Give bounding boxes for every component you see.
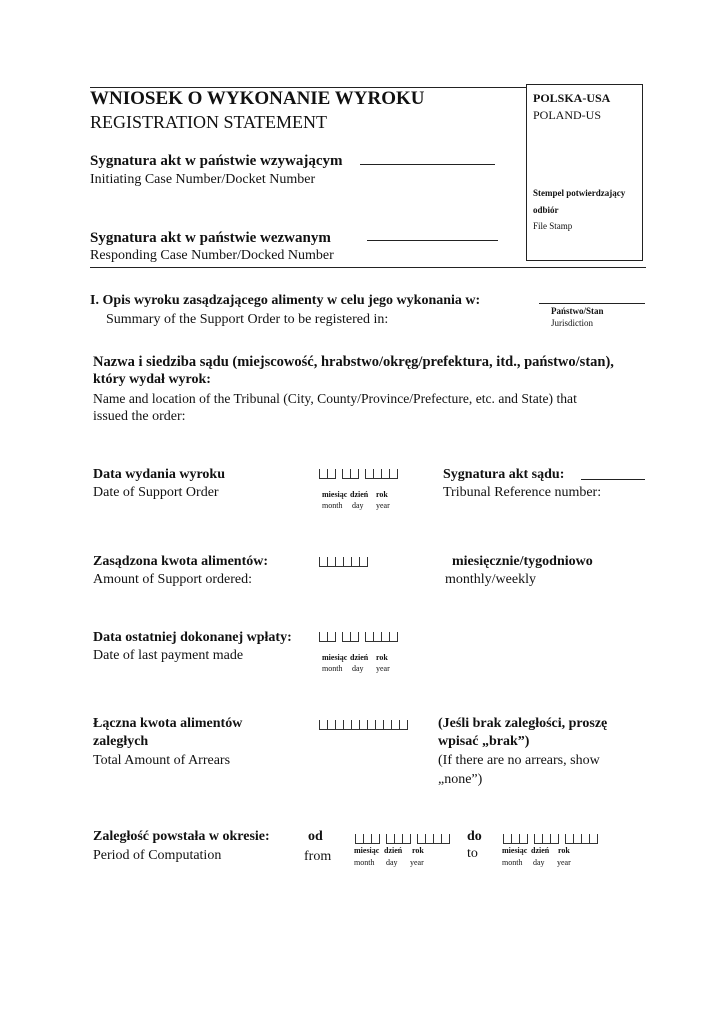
caption-year-pl: rok	[412, 846, 424, 855]
arrears-note-en-2: „none”)	[438, 772, 483, 787]
initiating-case-label-pl: Sygnatura akt w państwie wzywającym	[90, 153, 343, 169]
caption-month-pl: miesiąc	[322, 490, 348, 499]
arrears-note-pl-1: (Jeśli brak zaległości, proszę	[438, 716, 608, 731]
period-from-pl: od	[308, 829, 323, 844]
section-divider	[90, 267, 646, 268]
order-date-boxes[interactable]	[319, 465, 398, 479]
caption-year-en: year	[376, 664, 390, 673]
responding-case-field[interactable]	[367, 240, 498, 241]
order-date-label-pl: Data wydania wyroku	[93, 467, 225, 482]
caption-month-en: month	[322, 664, 343, 673]
caption-month-pl: miesiąc	[502, 846, 528, 855]
tribunal-label-en-1: Name and location of the Tribunal (City, County/Province/Prefecture, etc. and State) that	[93, 391, 577, 406]
caption-year-en: year	[410, 858, 424, 867]
tribunal-ref-field[interactable]	[581, 479, 645, 480]
caption-day-pl: dzień	[350, 490, 369, 499]
order-date-label-en: Date of Support Order	[93, 485, 219, 500]
caption-month-pl: miesiąc	[354, 846, 380, 855]
caption-day-pl: dzień	[350, 653, 369, 662]
caption-year-pl: rok	[376, 490, 388, 499]
caption-year-en: year	[557, 858, 571, 867]
amount-label-en: Amount of Support ordered:	[93, 572, 253, 587]
tribunal-label-pl-2: który wydał wyrok:	[93, 372, 211, 387]
caption-day-en: day	[352, 664, 364, 673]
stamp-label-pl-1: Stempel potwierdzający	[533, 188, 626, 198]
period-to-pl: do	[467, 829, 482, 844]
arrears-note-pl-2: wpisać „brak”)	[438, 734, 530, 749]
stamp-country-pl: POLSKA-USA	[533, 91, 611, 105]
frequency-label-pl: miesięcznie/tygodniowo	[452, 554, 593, 569]
amount-label-pl: Zasądzona kwota alimentów:	[93, 554, 269, 569]
arrears-label-pl-1: Łączna kwota alimentów	[93, 716, 243, 731]
jurisdiction-label-pl: Państwo/Stan	[551, 306, 604, 316]
jurisdiction-label-en: Jurisdiction	[551, 318, 593, 328]
title-en: REGISTRATION STATEMENT	[90, 112, 328, 132]
period-from-en: from	[304, 849, 332, 864]
caption-day-pl: dzień	[384, 846, 403, 855]
stamp-label-en: File Stamp	[533, 221, 573, 231]
caption-month-en: month	[322, 501, 343, 510]
period-to-en: to	[467, 846, 478, 861]
caption-year-en: year	[376, 501, 390, 510]
period-label-pl: Zaległość powstała w okresie:	[93, 829, 270, 844]
last-payment-label-pl: Data ostatniej dokonanej wpłaty:	[93, 630, 292, 645]
tribunal-ref-label-pl: Sygnatura akt sądu:	[443, 467, 565, 482]
caption-day-en: day	[352, 501, 364, 510]
section1-heading-pl: I. Opis wyroku zasądzającego alimenty w celu jego wykonania w:	[90, 293, 481, 308]
arrears-boxes[interactable]	[319, 716, 408, 730]
responding-case-label-en: Responding Case Number/Docked Number	[90, 248, 334, 263]
period-to-boxes[interactable]	[503, 830, 598, 844]
section1-heading-en: Summary of the Support Order to be registered in:	[106, 312, 389, 327]
caption-month-en: month	[502, 858, 523, 867]
caption-day-pl: dzień	[531, 846, 550, 855]
stamp-label-pl-2: odbiór	[533, 205, 559, 215]
tribunal-label-pl-1: Nazwa i siedziba sądu (miejscowość, hrabstwo/okręg/prefektura, itd., państwo/stan),	[93, 354, 614, 370]
caption-year-pl: rok	[376, 653, 388, 662]
frequency-label-en: monthly/weekly	[445, 572, 536, 587]
arrears-label-en: Total Amount of Arrears	[93, 753, 231, 768]
period-label-en: Period of Computation	[93, 848, 222, 863]
initiating-case-field[interactable]	[360, 164, 495, 165]
arrears-note-en-1: (If there are no arrears, show	[438, 753, 600, 768]
title-pl: WNIOSEK O WYKONANIE WYROKU	[90, 88, 425, 109]
jurisdiction-field[interactable]	[539, 303, 645, 304]
last-payment-boxes[interactable]	[319, 628, 398, 642]
caption-day-en: day	[386, 858, 398, 867]
amount-boxes[interactable]	[319, 553, 368, 567]
responding-case-label-pl: Sygnatura akt w państwie wezwanym	[90, 230, 331, 246]
last-payment-label-en: Date of last payment made	[93, 648, 244, 663]
stamp-country-en: POLAND-US	[533, 108, 602, 122]
caption-day-en: day	[533, 858, 545, 867]
caption-month-pl: miesiąc	[322, 653, 348, 662]
caption-month-en: month	[354, 858, 375, 867]
initiating-case-label-en: Initiating Case Number/Docket Number	[90, 172, 316, 187]
period-from-boxes[interactable]	[355, 830, 450, 844]
tribunal-label-en-2: issued the order:	[93, 409, 186, 424]
caption-year-pl: rok	[558, 846, 570, 855]
arrears-label-pl-2: zaległych	[93, 734, 149, 749]
tribunal-ref-label-en: Tribunal Reference number:	[443, 485, 602, 500]
file-stamp-box[interactable]	[526, 84, 643, 261]
